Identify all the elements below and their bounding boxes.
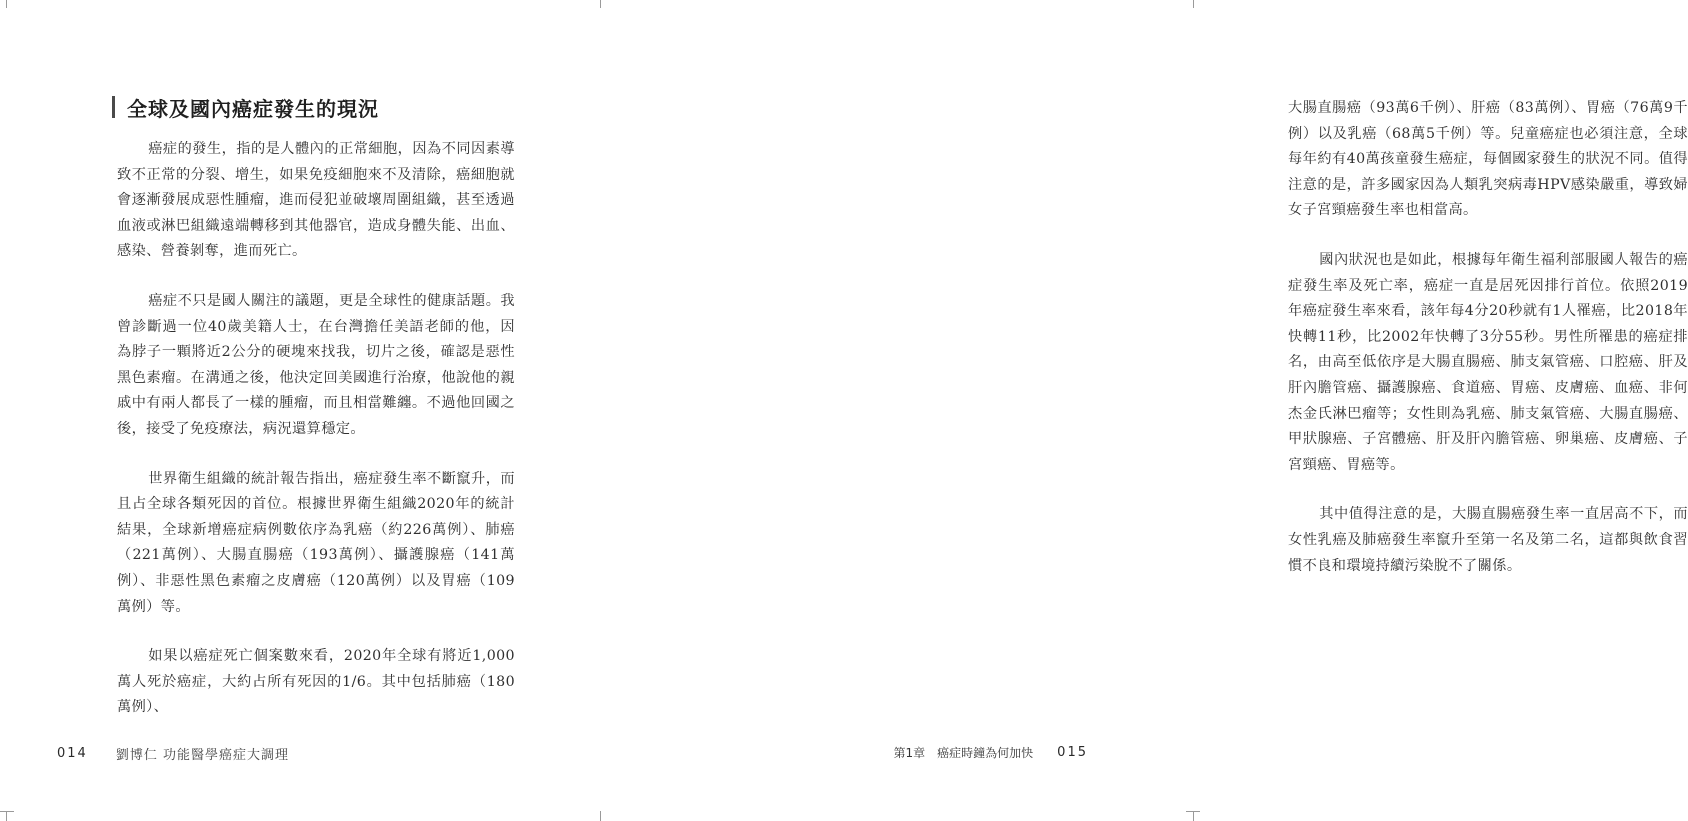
page-number: 015 <box>1057 745 1088 760</box>
right-footer <box>894 744 1088 761</box>
paragraph: 其中值得注意的是，大腸直腸癌發生率一直居高不下，而女性乳癌及肺癌發生率竄升至第一名及第二名，這都與飲食習慣不良和環境持續污染脫不了關係。 <box>1288 506 1688 574</box>
paragraph-continuation: 大腸直腸癌（93萬6千例）、肝癌（83萬例）、胃癌（76萬9千例）以及乳癌（68萬5千例）等。兒童癌症也必須注意，全球每年約有40萬孩童發生癌症，每個國家發生的狀況不同。值得注意的是，許多國家因為人類乳突病毒HPV感染嚴重，導致婦女子宮頸癌發生率也相當高。 <box>1288 100 1688 219</box>
paragraph: 國內狀況也是如此，根據每年衛生福利部服國人報告的癌症發生率及死亡率，癌症一直是居死因排行首位。依照2019年癌症發生率來看，該年每4分20秒就有1人罹癌，比2018年快轉11秒，比2002年快轉了3分55秒。男性所罹患的癌症排名，由高至低依序是大腸直腸癌、肺支氣管癌、口腔癌、肝及肝內膽管癌、攝護腺癌、食道癌、胃癌、皮膚癌、血癌、非何杰金氏淋巴瘤等；女性則為乳癌、肺支氣管癌、大腸直腸癌、甲狀腺癌、子宮體癌、肝及肝內膽管癌、卵巢癌、皮膚癌、子宮頸癌、胃癌等。 <box>1288 251 1688 473</box>
right-body-text <box>1288 96 1688 603</box>
left-body-text <box>117 137 515 745</box>
paragraph: 如果以癌症死亡個案數來看，2020年全球有將近1,000萬人死於癌症，大約占所有死因的1/6。其中包括肺癌（180萬例）、 <box>117 648 515 716</box>
paragraph: 癌症的發生，指的是人體內的正常細胞，因為不同因素導致不正常的分裂、增生，如果免疫細胞來不及清除，癌細胞就會逐漸發展成惡性腫瘤，進而侵犯並破壞周圍組織，甚至透過血液或淋巴組織遠端轉移到其他器官，造成身體失能、出血、感染、營養剝奪，進而死亡。 <box>117 141 515 260</box>
page-number: 014 <box>57 746 88 761</box>
left-page <box>0 0 600 821</box>
paragraph: 癌症不只是國人關注的議題，更是全球性的健康話題。我曾診斷過一位40歲美籍人士，在台灣擔任美語老師的他，因為脖子一顆將近2公分的硬塊來找我，切片之後，確認是惡性黑色素瘤。在溝通之後，他決定回美國進行治療，他說他的親戚中有兩人都長了一樣的腫瘤，而且相當難纏。不過他回國之後，接受了免疫療法，病況還算穩定。 <box>117 292 515 437</box>
chapter-label: 第1章 癌症時鐘為何加快 <box>893 746 1034 760</box>
section-title: 全球及國內癌症發生的現況 <box>127 96 379 121</box>
heading-bar-marker <box>112 96 115 118</box>
book-title: 劉博仁 功能醫學癌症大調理 <box>115 748 289 763</box>
section-heading <box>112 92 379 122</box>
left-footer <box>57 744 289 763</box>
right-page <box>600 0 1688 821</box>
paragraph: 世界衛生組織的統計報告指出，癌症發生率不斷竄升，而且占全球各類死因的首位。根據世界衛生組織2020年的統計結果，全球新增癌症病例數依序為乳癌（約226萬例）、肺癌（221萬例）、大腸直腸癌（193萬例）、攝護腺癌（141萬例）、非惡性黑色素瘤之皮膚癌（120萬例）以及胃癌（109萬例）等。 <box>117 470 515 615</box>
